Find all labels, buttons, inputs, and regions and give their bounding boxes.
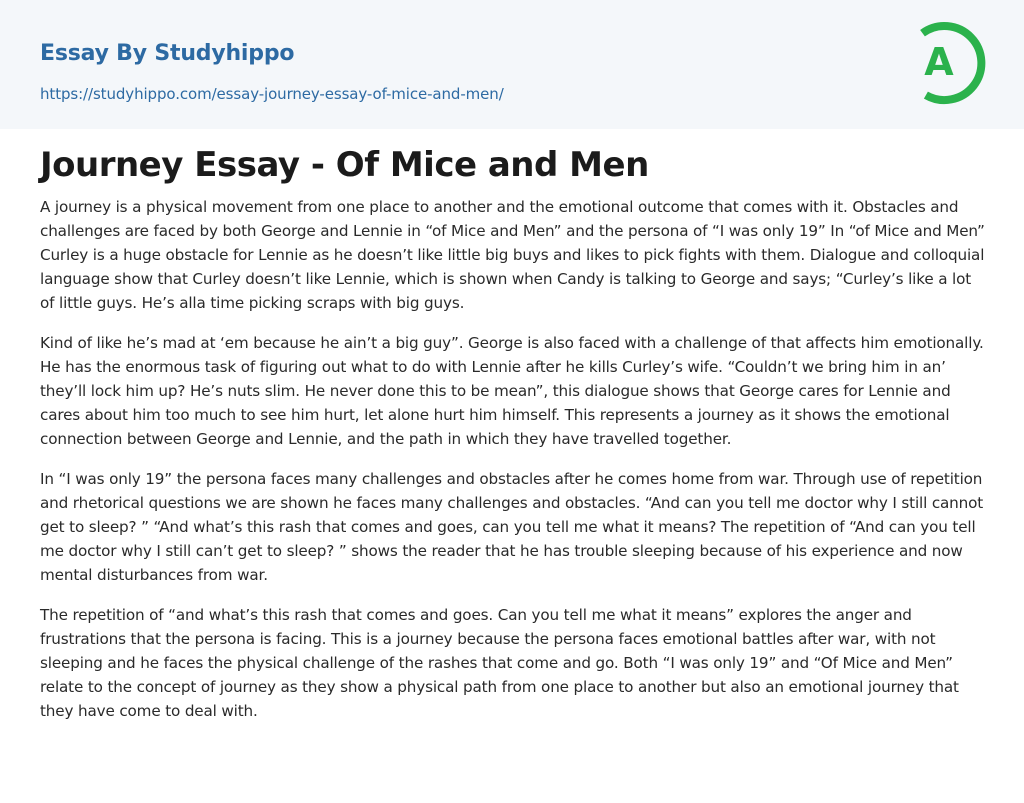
logo-letter: A bbox=[924, 40, 954, 84]
page-title: Journey Essay - Of Mice and Men bbox=[40, 145, 649, 185]
essay-paragraph: The repetition of “and what’s this rash that comes and goes. Can you tell me what it means” explores the anger and frustrations that the persona is facing. This is a journey because the persona faces emotional battles after war, with not sleeping and he faces the physical challenge of the rashes that come and go. Both “I was only 19” and “Of Mice and Men” relate to the concept of journey as they show a physical path from one place to another but also an emotional journey that they have come to deal with. bbox=[40, 606, 959, 720]
site-title[interactable]: Essay By Studyhippo bbox=[40, 41, 295, 66]
circle-a-logo-icon[interactable] bbox=[910, 18, 988, 106]
essay-body bbox=[40, 195, 988, 739]
site-header bbox=[0, 0, 1024, 129]
essay-paragraph: Kind of like he’s mad at ‘em because he ain’t a big guy”. George is also faced with a challenge of that affects him emotionally. He has the enormous task of figuring out what to do with Lennie after he kills Curley’s wife. “Couldn’t we bring him in an’ they’ll lock him up? He’s nuts slim. He never done this to be mean”, this dialogue shows that George cares for Lennie and cares about him too much to see him hurt, let alone hurt him himself. This represents a journey as it shows the emotional connection between George and Lennie, and the path in which they have travelled together. bbox=[40, 334, 984, 448]
essay-paragraph: In “I was only 19” the persona faces many challenges and obstacles after he comes home from war. Through use of repetition and rhetorical questions we are shown he faces many challenges and obstacles. “And can you tell me doctor why I still cannot get to sleep? ” “And what’s this rash that comes and goes, can you tell me what it means? The repetition of “And can you tell me doctor why I still can’t get to sleep? ” shows the reader that he has trouble sleeping because of his experience and now mental disturbances from war. bbox=[40, 470, 984, 584]
essay-paragraph: A journey is a physical movement from one place to another and the emotional outcome that comes with it. Obstacles and challenges are faced by both George and Lennie in “of Mice and Men” and the persona of “I was only 19” In “of Mice and Men” Curley is a huge obstacle for Lennie as he doesn’t like little big buys and likes to pick fights with them. Dialogue and colloquial language show that Curley doesn’t like Lennie, which is shown when Candy is talking to George and says; “Curley’s like a lot of little guys. He’s alla time picking scraps with big guys. bbox=[40, 198, 985, 312]
source-url-link[interactable]: https://studyhippo.com/essay-journey-essay-of-mice-and-men/ bbox=[40, 85, 504, 103]
